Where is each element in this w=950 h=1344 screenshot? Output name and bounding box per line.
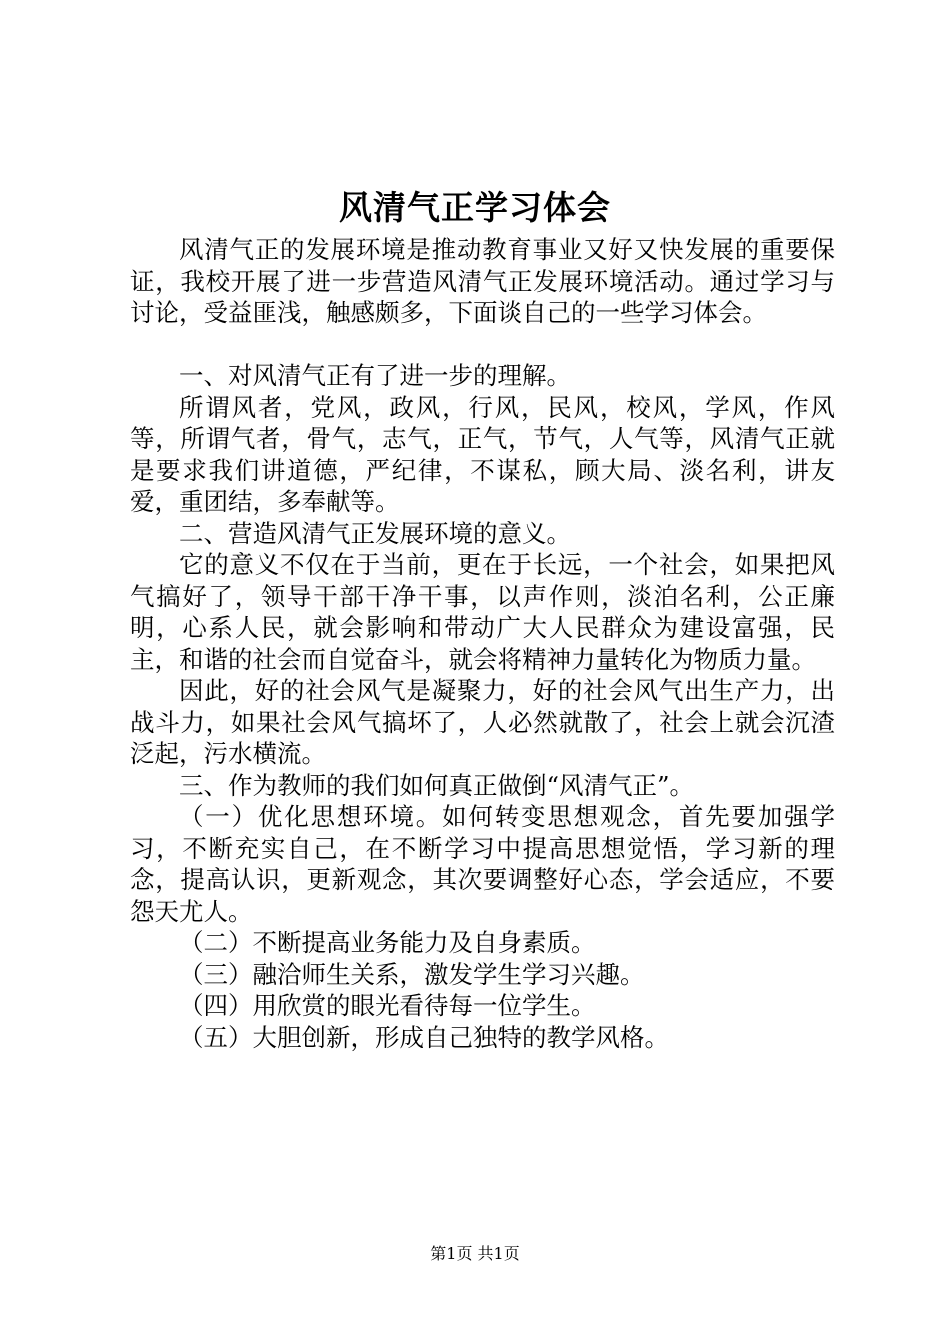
list-item-4: （四）用欣赏的眼光看待每一位学生。: [179, 991, 596, 1020]
section-heading-2: 二、营造风清气正发展环境的意义。: [179, 518, 571, 548]
paragraph-intro: 风清气正的发展环境是推动教育事业又好又快发展的重要保证，我校开展了进一步营造风清气正发展环境活动。通过学习与讨论，受益匪浅，触感颇多，下面谈自己的一些学习体会。: [130, 235, 835, 327]
page-number-footer: 第1页 共1页: [430, 1244, 520, 1263]
paragraph-therefore: 因此，好的社会风气是凝聚力，好的社会风气出生产力，出战斗力，如果社会风气搞坏了，人必然就散了，社会上就会沉渣泛起，污水横流。: [130, 676, 835, 768]
list-item-5: （五）大胆创新，形成自己独特的教学风格。: [179, 1022, 669, 1052]
section-heading-1: 一、对风清气正有了进一步的理解。: [179, 361, 571, 390]
document-body: [130, 234, 835, 1053]
list-item-1: （一）优化思想环境。如何转变思想观念，首先要加强学习，不断充实自己，在不断学习中提高思想觉悟，学习新的理念，提高认识，更新观念，其次要调整好心态，学会适应，不要怨天尤人。: [130, 802, 835, 926]
paragraph-significance: 它的意义不仅在于当前，更在于长远，一个社会，如果把风气搞好了，领导干部干净干事，以声作则，淡泊名利，公正廉明，心系人民，就会影响和带动广大人民群众为建设富强，民主，和谐的社会而自觉奋斗，就会将精神力量转化为物质力量。: [130, 550, 835, 674]
paragraph-spacer: [130, 329, 835, 361]
document-title: 风清气正学习体会: [339, 188, 611, 227]
section-heading-3: 三、作为教师的我们如何真正做倒“风清气正”。: [179, 770, 695, 800]
paragraph-understanding: 所谓风者，党风，政风，行风，民风，校风，学风，作风等，所谓气者，骨气，志气，正气，节气，人气等，风清气正就是要求我们讲道德，严纪律，不谋私，顾大局、淡名利，讲友爱，重团结，多奉献等。: [130, 392, 835, 516]
list-item-2: （二）不断提高业务能力及自身素质。: [179, 928, 596, 957]
list-item-3: （三）融洽师生关系，激发学生学习兴趣。: [179, 959, 645, 989]
